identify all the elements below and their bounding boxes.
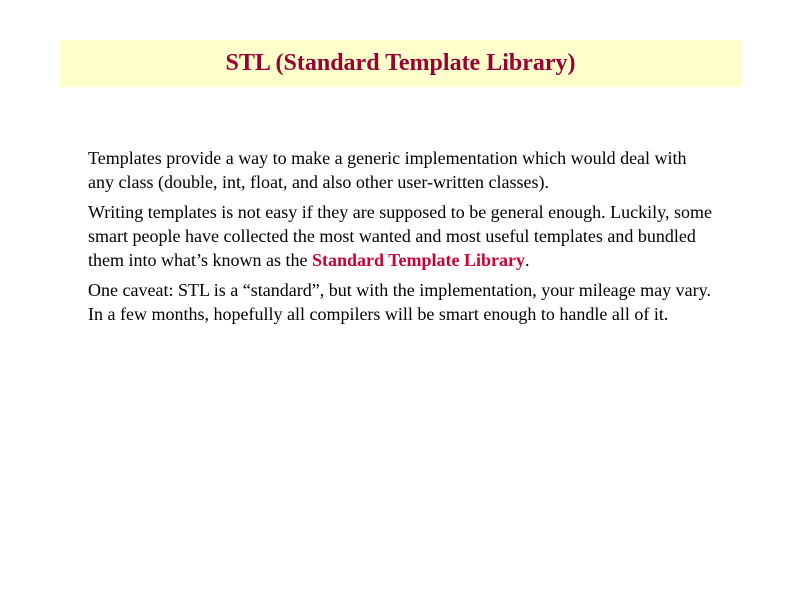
title-banner <box>60 40 741 87</box>
slide-body <box>88 146 713 332</box>
stl-emphasis: Standard Template Library <box>311 250 526 270</box>
paragraph-caveat-text: One caveat: STL is a “standard”, but with the implementation, your mileage may vary. In a few months, hopefully all compilers will be smart enough to handle all of it. <box>88 280 711 324</box>
paragraph-writing-templates-text: Writing templates is not easy if they are supposed to be general enough. Luckily, some smart people have collected the most wanted and most useful templates and bundled them into what’s known as the <box>88 202 712 270</box>
paragraph-templates <box>88 146 713 194</box>
slide-title: STL (Standard Template Library) <box>225 50 576 76</box>
paragraph-caveat <box>88 278 713 326</box>
paragraph-writing-templates <box>88 200 713 272</box>
paragraph-templates-text: Templates provide a way to make a generic implementation which would deal with any class (double, int, float, and also other user-written classes). <box>88 148 687 192</box>
paragraph-writing-templates-end: . <box>525 250 530 270</box>
